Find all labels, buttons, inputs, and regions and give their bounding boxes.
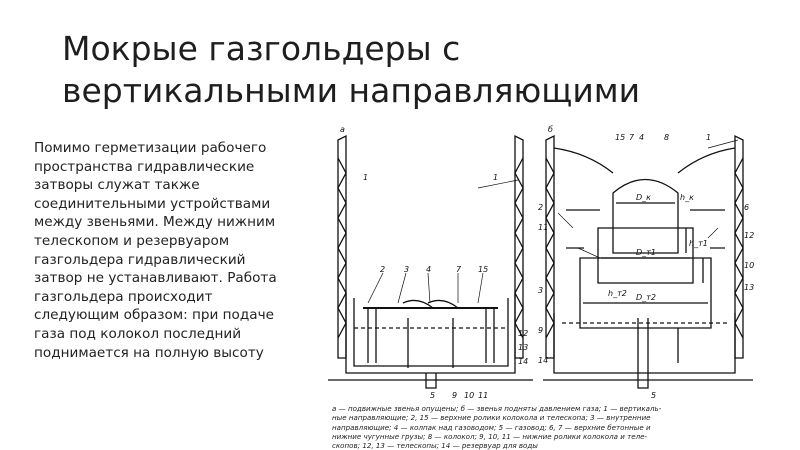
- callout: 7: [456, 265, 462, 274]
- title-line: вертикальными направляющими: [62, 71, 641, 110]
- body-line: газгольдера гидравлический: [34, 251, 246, 268]
- dimension-label: D_т2: [636, 293, 656, 302]
- caption-line: скопов; 12, 13 — телескопы; 14 — резервуар для воды: [332, 441, 538, 450]
- body-line: между звеньями. Между нижним: [34, 214, 276, 231]
- callout: 13: [744, 283, 755, 292]
- callout: 4: [639, 133, 645, 142]
- callout: 13: [518, 343, 529, 352]
- callout: 11: [538, 223, 549, 232]
- caption-line: а — подвижные звенья опущены; б — звенья подняты давлением газа; 1 — вертикаль-: [332, 404, 662, 413]
- callout: 15: [478, 265, 489, 274]
- body-line: следующим образом: при подаче: [34, 307, 274, 324]
- body-line: телескопом и резервуаром: [34, 232, 230, 249]
- body-line: поднимается на полную высоту: [34, 344, 264, 361]
- callout: 7: [629, 133, 635, 142]
- diagram-svg: [318, 118, 768, 403]
- callout: 2: [538, 203, 544, 212]
- body-line: затворы служат также: [34, 177, 200, 194]
- body-line: газа под колокол последний: [34, 325, 242, 342]
- callout: 10: [464, 391, 475, 400]
- callout: 9: [452, 391, 458, 400]
- panel-a-drawing: [328, 136, 533, 388]
- panel-b-drawing: [543, 136, 753, 388]
- callout-leaders: [368, 140, 738, 303]
- callout: 3: [538, 286, 544, 295]
- callout: 9: [538, 326, 544, 335]
- dimension-label: h_т1: [689, 239, 708, 248]
- body-text: [34, 139, 279, 362]
- callout: 11: [478, 391, 489, 400]
- callout: 14: [538, 356, 549, 365]
- callout: 5: [430, 391, 436, 400]
- caption-line: направляющие; 4 — колпак над газоводом; 5 — газовод; 6, 7 — верхние бетонные и: [332, 422, 651, 432]
- callout: 15: [615, 133, 626, 142]
- body-line: Помимо герметизации рабочего: [34, 140, 267, 156]
- dimension-label: h_к: [680, 193, 694, 202]
- callout: 12: [518, 329, 529, 338]
- callout: 3: [404, 265, 410, 274]
- dimension-label: D_т1: [636, 248, 656, 257]
- callout: 6: [744, 203, 750, 212]
- callout: 1: [706, 133, 712, 142]
- caption-line: ные направляющие; 2, 15 — верхние ролики колокола и телескопа; 3 — внутренние: [332, 413, 651, 423]
- title-line: Мокрые газгольдеры с: [62, 29, 461, 68]
- body-line: затвор не устанавливают. Работа: [34, 270, 277, 287]
- dimension-label: h_т2: [608, 289, 627, 298]
- callout: 4: [426, 265, 432, 274]
- panel-label-a: а: [340, 125, 345, 134]
- callout: 14: [518, 357, 529, 366]
- panel-label-b: б: [548, 125, 553, 134]
- dimension-label: D_к: [636, 193, 651, 202]
- figure-caption: [332, 404, 772, 450]
- body-line: соединительными устройствами: [34, 195, 271, 212]
- callout: 2: [380, 265, 386, 274]
- caption-line: нижние чугунные грузы; 8 — колокол; 9, 10, 11 — нижние ролики колокола и теле-: [332, 431, 648, 441]
- callout: 1: [493, 173, 499, 182]
- slide-title: [62, 28, 640, 112]
- callout: 8: [664, 133, 670, 142]
- callout: 5: [651, 391, 657, 400]
- callout: 10: [744, 261, 755, 270]
- body-line: пространства гидравлические: [34, 158, 255, 175]
- callout: 12: [744, 231, 755, 240]
- body-line: газгольдера происходит: [34, 288, 213, 305]
- callout: 1: [363, 173, 369, 182]
- gasholder-diagram: [318, 118, 768, 449]
